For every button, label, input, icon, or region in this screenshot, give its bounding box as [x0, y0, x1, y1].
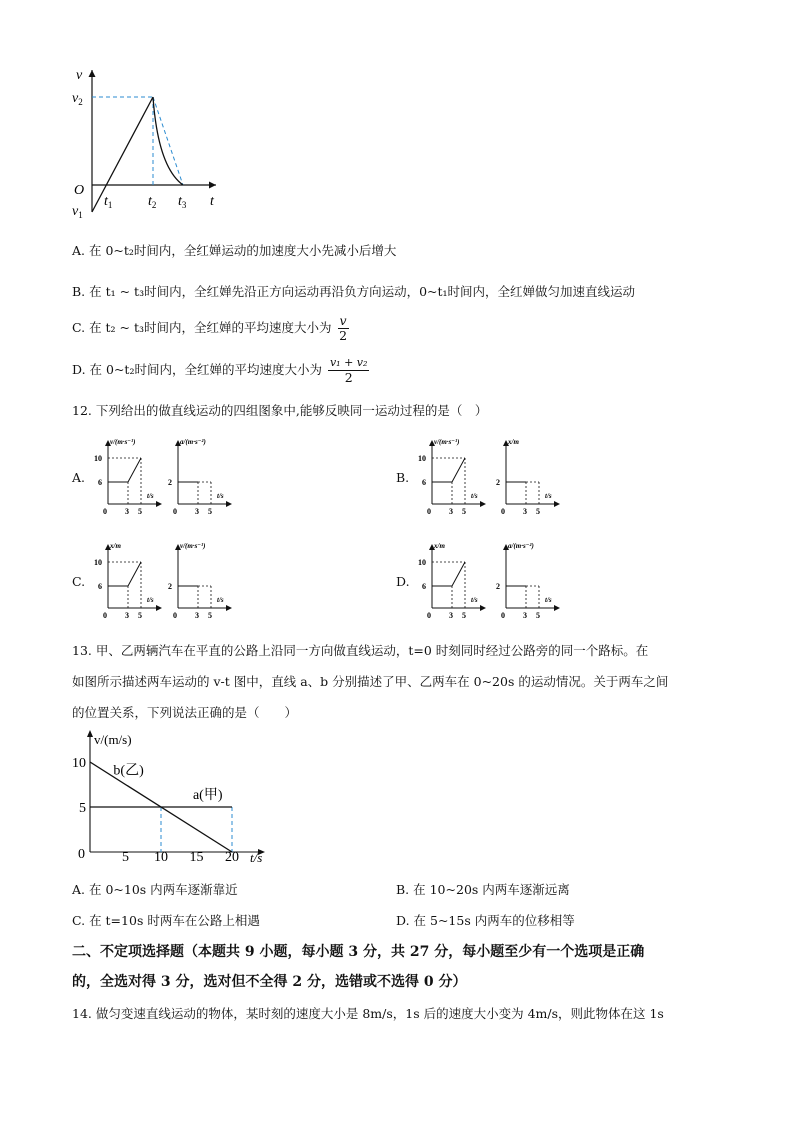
q12-stem: 12. 下列给出的做直线运动的四组图象中,能够反映同一运动过程的是（ ）: [72, 403, 488, 418]
q12-d-graph-x: [416, 540, 496, 620]
tick-10: 10: [418, 454, 426, 463]
q12-c-graph-x: [92, 540, 172, 620]
q12-option-a-label: A.: [72, 470, 86, 485]
x-axis-label: t/s: [545, 492, 552, 500]
tick-10: 10: [94, 558, 102, 567]
q12-option-b-label: B.: [396, 470, 410, 485]
q11-option-b: B. 在 t₁ ~ t₃时间内，全红婵先沿正方向运动再沿负方向运动，0~t₁时间内，全红婵做匀加速直线运动: [72, 284, 636, 299]
graph-ramp: [128, 458, 141, 482]
q13-option-a: A. 在 0~10s 内两车逐渐靠近: [72, 882, 238, 897]
tick-10: 10: [418, 558, 426, 567]
t3-label: $t_3$: [178, 194, 187, 210]
y-axis-label: v/(m·s⁻¹): [180, 542, 206, 550]
q11-option-d: [72, 356, 369, 385]
x-tick-10: 10: [154, 850, 168, 865]
y-axis-label: v/(m·s⁻¹): [110, 438, 136, 446]
tangent-dashed: [153, 97, 183, 185]
q12-b-graph-v: [416, 436, 496, 516]
y-tick-5: 5: [79, 801, 86, 816]
tick-3: 3: [449, 611, 453, 620]
q11-option-a: A. 在 0~t₂时间内，全红婵运动的加速度大小先减小后增大: [72, 243, 397, 258]
x-tick-15: 15: [189, 850, 204, 865]
x-axis-label: t/s: [217, 596, 224, 604]
y-axis-label: a/(m·s⁻²): [180, 438, 206, 446]
q12-a-graph-a: [162, 436, 242, 516]
q12-option-d-label: D.: [396, 574, 410, 589]
q13-option-d: D. 在 5~15s 内两车的位移相等: [396, 913, 575, 928]
y-axis-label: a/(m·s⁻²): [508, 542, 534, 550]
q13-stem-line2: 如图所示描述两车运动的 v-t 图中，直线 a、b 分别描述了甲、乙两车在 0~20s 的运动情况。关于两车之间: [72, 674, 669, 689]
series-label-a: a(甲): [192, 788, 223, 803]
section2-heading-line2: 的，全选对得 3 分，选对但不全得 2 分，选错或不选得 0 分）: [72, 974, 467, 990]
q13-option-b: B. 在 10~20s 内两车逐渐远离: [396, 882, 570, 897]
tick-0: 0: [501, 611, 505, 620]
tick-3: 3: [125, 507, 129, 516]
y-axis-arrow: [87, 730, 93, 737]
x-arrow: [554, 501, 560, 507]
x-axis-label: t/s: [147, 492, 154, 500]
y-axis-label: v/(m/s): [94, 732, 132, 747]
y-axis-label: x/m: [110, 542, 121, 550]
tick-3: 3: [523, 507, 527, 516]
q12-option-c-label: C.: [72, 574, 86, 589]
y-axis-label: x/m: [434, 542, 445, 550]
origin-label: 0: [78, 847, 85, 862]
tick-2: 2: [168, 478, 172, 487]
y-tick-10: 10: [72, 756, 86, 771]
tick-2: 2: [496, 478, 500, 487]
x-arrow: [226, 605, 232, 611]
q12-a-graph-v: [92, 436, 172, 516]
x-arrow: [480, 501, 486, 507]
tick-3: 3: [195, 507, 199, 516]
velocity-line: [92, 97, 153, 212]
tick-6: 6: [422, 582, 426, 591]
tick-6: 6: [422, 478, 426, 487]
q11-option-c-fraction: $\frac{v}{2}$: [339, 313, 348, 343]
vt-graph-q11: [70, 62, 230, 222]
q12-d-graph-a: [490, 540, 570, 620]
tick-6: 6: [98, 582, 102, 591]
x-tick-20: 20: [225, 850, 239, 865]
x-axis-label: t/s: [545, 596, 552, 604]
q11-option-d-text: D. 在 0~t₂时间内，全红婵的平均速度大小为: [72, 362, 322, 377]
x-axis-label: t/s: [217, 492, 224, 500]
vt-chart-q13: [68, 728, 288, 870]
q14-stem-line1: 14. 做匀变速直线运动的物体，某时刻的速度大小是 8m/s，1s 后的速度大小变为 4m/s，则此物体在这 1s: [72, 1006, 664, 1021]
tick-0: 0: [173, 611, 177, 620]
tick-0: 0: [103, 507, 107, 516]
q11-option-d-fraction: $\frac{\text{v₁ + v₂}}{2}$: [329, 356, 368, 385]
x-axis-label: t/s: [471, 492, 478, 500]
tick-3: 3: [125, 611, 129, 620]
tick-5: 5: [462, 507, 466, 516]
tick-2: 2: [168, 582, 172, 591]
tick-0: 0: [501, 507, 505, 516]
tick-0: 0: [103, 611, 107, 620]
t2-label: $t_2$: [148, 194, 157, 210]
x-arrow: [554, 605, 560, 611]
tick-5: 5: [138, 507, 142, 516]
tick-10: 10: [94, 454, 102, 463]
tick-5: 5: [536, 507, 540, 516]
q12-b-graph-x: [490, 436, 570, 516]
tick-5: 5: [138, 611, 142, 620]
t1-label: $t_1$: [104, 194, 113, 210]
v1-label: $v_1$: [72, 204, 83, 220]
series-label-b: b(乙): [113, 763, 144, 779]
y-axis-label: v/(m·s⁻¹): [434, 438, 460, 446]
tick-0: 0: [173, 507, 177, 516]
v-label: v: [76, 68, 83, 83]
tick-3: 3: [449, 507, 453, 516]
t-label: t: [210, 194, 214, 209]
x-axis-label: t/s: [471, 596, 478, 604]
x-axis-label: t/s: [250, 850, 263, 865]
tick-0: 0: [427, 611, 431, 620]
tick-6: 6: [98, 478, 102, 487]
tick-5: 5: [208, 507, 212, 516]
tick-3: 3: [195, 611, 199, 620]
graph-ramp: [128, 562, 141, 586]
q13-stem-line1: 13. 甲、乙两辆汽车在平直的公路上沿同一方向做直线运动，t=0 时刻同时经过公路旁的同一个路标。在: [72, 643, 649, 658]
tick-5: 5: [462, 611, 466, 620]
section2-heading-line1: 二、不定项选择题（本题共 9 小题，每小题 3 分，共 27 分，每小题至少有一个选项是正确: [72, 944, 645, 960]
tick-5: 5: [208, 611, 212, 620]
graph-ramp: [452, 458, 465, 482]
q12-c-graph-v: [162, 540, 242, 620]
tick-5: 5: [536, 611, 540, 620]
v2-label: $v_2$: [72, 91, 83, 107]
q13-option-c: C. 在 t=10s 时两车在公路上相遇: [72, 913, 260, 928]
tick-3: 3: [523, 611, 527, 620]
y-axis-label: x/m: [508, 438, 519, 446]
graph-ramp: [452, 562, 465, 586]
tick-0: 0: [427, 507, 431, 516]
x-arrow: [226, 501, 232, 507]
x-arrow: [480, 605, 486, 611]
q11-option-c: [72, 314, 349, 343]
x-tick-5: 5: [122, 850, 129, 865]
q13-stem-line3: 的位置关系，下列说法正确的是（ ）: [72, 705, 298, 720]
x-axis-label: t/s: [147, 596, 154, 604]
tick-2: 2: [496, 582, 500, 591]
origin-label: O: [74, 183, 85, 198]
q11-option-c-text: C. 在 t₂ ~ t₃时间内，全红婵的平均速度大小为: [72, 320, 332, 335]
